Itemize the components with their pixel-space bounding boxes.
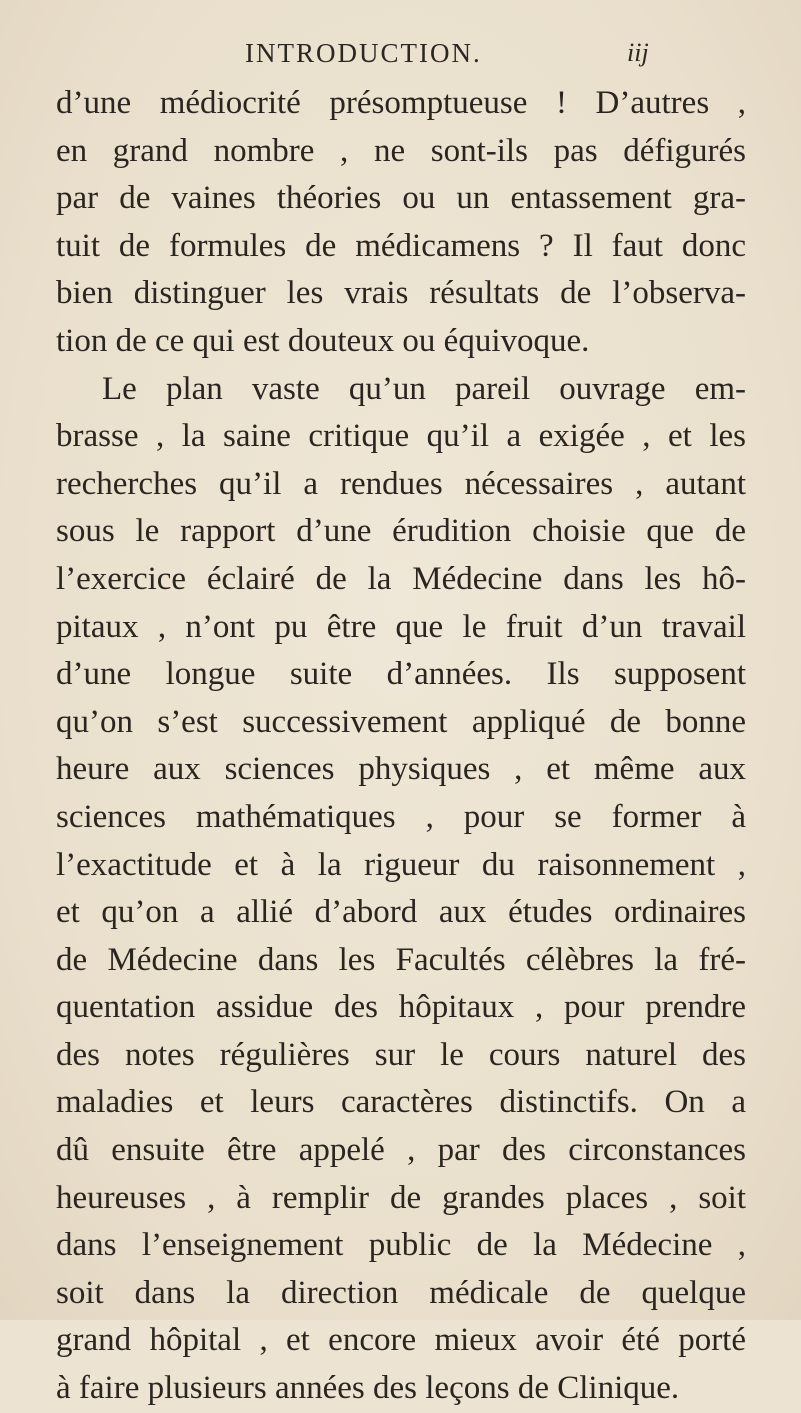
- page-number: iij: [627, 38, 649, 67]
- text-line: Le plan vaste qu’un pareil ouvrage em-: [102, 370, 746, 407]
- text-line: sciences mathématiques , pour se former à: [56, 798, 746, 835]
- text-line: bien distinguer les vrais résultats de l’observa-: [56, 275, 746, 312]
- text-line: quentation assidue des hôpitaux , pour prendre: [56, 989, 746, 1026]
- text-line: l’exactitude et à la rigueur du raisonnement ,: [56, 846, 746, 883]
- text-line: sous le rapport d’une érudition choisie que de: [56, 513, 746, 550]
- text-line: dû ensuite être appelé , par des circonstances: [56, 1132, 746, 1169]
- text-line: d’une médiocrité présomptueuse ! D’autres ,: [56, 85, 746, 121]
- text-line: brasse , la saine critique qu’il a exigée , et les: [56, 418, 746, 455]
- text-line: dans l’enseignement public de la Médecine ,: [56, 1227, 746, 1264]
- text-line: tion de ce qui est douteux ou équivoque.: [56, 322, 590, 359]
- text-line: des notes régulières sur le cours naturel des: [56, 1036, 746, 1073]
- text-line: de Médecine dans les Facultés célèbres la fré-: [56, 941, 746, 978]
- text-line: heure aux sciences physiques , et même aux: [56, 751, 746, 788]
- text-line: par de vaines théories ou un entassement gra-: [56, 180, 746, 217]
- text-line: l’exercice éclairé de la Médecine dans les hô-: [56, 560, 746, 597]
- text-line: tuit de formules de médicamens ? Il faut donc: [56, 227, 746, 264]
- text-line: pitaux , n’ont pu être que le fruit d’un travail: [56, 608, 746, 645]
- text-line: en grand nombre , ne sont-ils pas défigurés: [56, 132, 746, 169]
- text-line: recherches qu’il a rendues nécessaires , autant: [56, 465, 746, 502]
- running-head: INTRODUCTION.: [245, 38, 482, 68]
- body-text: [56, 80, 746, 1413]
- text-line: grand hôpital , et encore mieux avoir été porté: [56, 1322, 746, 1359]
- text-line: maladies et leurs caractères distinctifs. On a: [56, 1084, 746, 1121]
- text-line: soit dans la direction médicale de quelque: [56, 1274, 746, 1311]
- text-line: et qu’on a allié d’abord aux études ordinaires: [56, 894, 746, 931]
- text-line: qu’on s’est successivement appliqué de bonne: [56, 703, 746, 740]
- page-header: [0, 38, 801, 78]
- text-line: d’une longue suite d’années. Ils supposent: [56, 656, 746, 693]
- text-line: heureuses , à remplir de grandes places , soit: [56, 1179, 746, 1216]
- text-line: à faire plusieurs années des leçons de Clinique.: [56, 1370, 680, 1407]
